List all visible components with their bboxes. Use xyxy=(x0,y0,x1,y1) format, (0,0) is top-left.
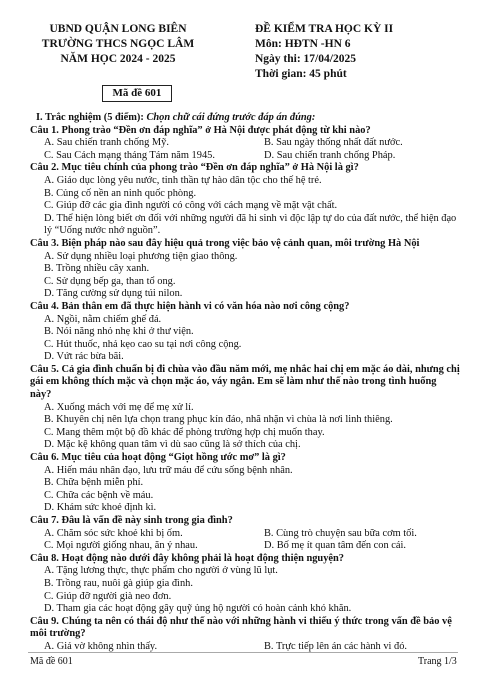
question-1 xyxy=(30,125,460,163)
answer-option: D. Thể hiện lòng biết ơn đối với những người đã hi sinh vì độc lập tự do của đất nước, thể hiện đạo lý “Uống nước nhớ nguồn”. xyxy=(44,212,457,237)
district-name: UBND QUẬN LONG BIÊN xyxy=(49,23,187,35)
question-text: Câu 7. Đâu là vấn đề này sinh trong gia đình? xyxy=(30,515,233,526)
option-row xyxy=(44,137,460,150)
option-row xyxy=(44,528,460,541)
answer-option: B. Cùng trò chuyện sau bữa cơm tối. xyxy=(264,527,417,539)
question-text: Câu 8. Hoạt động nào dưới đây không phải là hoạt động thiện nguyện? xyxy=(30,552,344,564)
question-8 xyxy=(30,553,460,616)
answer-option: A. Tặng lương thực, thực phẩm cho người ở vùng lũ lụt. xyxy=(44,565,278,577)
answer-option: A. Chăm sóc sức khoẻ khi bị ốm. xyxy=(44,527,183,539)
answer-option: C. Mang thêm một bộ đồ khác để phòng trường hợp chị muốn thay. xyxy=(44,426,325,438)
answer-option: B. Nói năng nhỏ nhẹ khi ở thư viện. xyxy=(44,326,194,338)
answer-option: B. Trồng nhiều cây xanh. xyxy=(44,263,150,275)
question-2 xyxy=(30,162,460,238)
question-text: Câu 5. Cả gia đình chuẩn bị đi chùa vào đầu năm mới, mẹ nhắc hai chị em mặc áo dài, nhưng chị gái em không thích mặc và chọn mặc áo, váy ngắn. Em sẽ làm như thế nào trong tình huống này? xyxy=(30,363,460,401)
school-name: TRƯỜNG THCS NGỌC LÂM xyxy=(41,38,195,50)
answer-option: D. Bố mẹ ít quan tâm đến con cái. xyxy=(264,540,406,552)
answer-option: B. Sau ngày thống nhất đất nước. xyxy=(264,137,403,149)
answer-option: C. Sau Cách mạng tháng Tám năm 1945. xyxy=(44,149,215,161)
footer-exam-code: Mã đề 601 xyxy=(30,656,73,667)
section-heading xyxy=(36,112,460,125)
answer-option: C. Giúp đỡ các gia đình người có công với cách mạng về mặt vật chất. xyxy=(44,200,338,212)
answer-option: C. Chữa các bệnh về máu. xyxy=(44,489,154,501)
answer-option: C. Mọi người giống nhau, ăn ý nhau. xyxy=(44,540,198,552)
exam-content xyxy=(30,112,460,654)
answer-option: A. Xuống mách với mẹ để mẹ xử lí. xyxy=(44,401,194,413)
answer-option: B. Trồng rau, nuôi gà giúp gia đình. xyxy=(44,577,193,589)
exam-title: ĐỀ KIỂM TRA HỌC KỲ II xyxy=(255,23,394,35)
question-list xyxy=(30,125,460,654)
option-row xyxy=(44,150,460,163)
answer-option: D. Khám sức khoẻ định kì. xyxy=(44,502,157,514)
answer-option: D. Mặc kệ không quan tâm vì dù sao cũng là sở thích của chị. xyxy=(44,439,301,451)
exam-subject: Môn: HĐTN -HN 6 xyxy=(255,38,351,50)
answer-option: B. Chữa bệnh miễn phí. xyxy=(44,477,144,489)
answer-option: A. Giả vờ không nhìn thấy. xyxy=(44,640,158,652)
exam-code-box: Mã đề 601 xyxy=(102,85,172,102)
answer-option: A. Hiến máu nhân đạo, lưu trữ máu để cứu sống bệnh nhân. xyxy=(44,464,293,476)
question-text: Câu 4. Bản thân em đã thực hiện hành vi có văn hóa nào nơi công cộng? xyxy=(30,300,350,312)
answer-option: C. Hút thuốc, nhả kẹo cao su tại nơi công cộng. xyxy=(44,338,242,350)
answer-option: D. Sau chiến tranh chống Pháp. xyxy=(264,149,396,161)
answer-option: C. Sử dụng bếp ga, than tổ ong. xyxy=(44,275,176,287)
answer-option: A. Sử dụng nhiều loại phương tiện giao thông. xyxy=(44,250,238,262)
answer-option: D. Vứt rác bừa bãi. xyxy=(44,351,124,363)
question-text: Câu 1. Phong trào “Đền ơn đáp nghĩa” ở Hà Nội được phát động từ khi nào? xyxy=(30,124,371,136)
option-row xyxy=(44,540,460,553)
exam-header xyxy=(255,22,455,82)
answer-option: B. Củng cố nền an ninh quốc phòng. xyxy=(44,187,197,199)
answer-option: A. Giáo dục lòng yêu nước, tinh thần tự hào dân tộc cho thế hệ trẻ. xyxy=(44,174,322,186)
question-text: Câu 9. Chúng ta nên có thái độ như thế nào với những hành vi thiếu ý thức trong vấn đề bảo vệ môi trường? xyxy=(30,615,452,640)
answer-option: C. Giúp đỡ người già neo đơn. xyxy=(44,590,172,602)
question-7 xyxy=(30,515,460,553)
question-4 xyxy=(30,301,460,364)
answer-option: D. Tham gia các hoạt động gây quỹ ủng hộ người có hoàn cảnh khó khăn. xyxy=(44,603,352,615)
footer-divider xyxy=(28,652,458,653)
question-6 xyxy=(30,452,460,515)
page-number: Trang 1/3 xyxy=(418,656,457,667)
school-header xyxy=(28,22,208,67)
answer-option: D. Tăng cường sử dụng túi nilon. xyxy=(44,288,183,300)
answer-option: B. Trực tiếp lên án các hành vi đó. xyxy=(264,640,407,652)
exam-date: Ngày thi: 17/04/2025 xyxy=(255,53,356,65)
question-text: Câu 6. Mục tiêu của hoạt động “Giọt hồng ước mơ” là gì? xyxy=(30,452,286,464)
section-title: I. Trắc nghiệm (5 điểm): xyxy=(36,112,144,123)
exam-duration: Thời gian: 45 phút xyxy=(255,68,347,80)
question-text: Câu 2. Mục tiêu chính của phong trào “Đền ơn đáp nghĩa” ở Hà Nội là gì? xyxy=(30,162,359,174)
question-9 xyxy=(30,616,460,654)
question-3 xyxy=(30,238,460,301)
school-year: NĂM HỌC 2024 - 2025 xyxy=(60,53,176,65)
question-text: Câu 3. Biện pháp nào sau đây hiệu quả trong việc bảo vệ cảnh quan, môi trường Hà Nội xyxy=(30,237,420,249)
question-5 xyxy=(30,364,460,452)
answer-option: B. Khuyên chị nên lựa chọn trang phục kín đáo, nhã nhặn vì chùa là nơi linh thiêng. xyxy=(44,414,393,426)
section-instruction: Chọn chữ cái đứng trước đáp án đúng: xyxy=(146,112,316,123)
answer-option: A. Sau chiến tranh chống Mỹ. xyxy=(44,137,169,149)
answer-option: A. Ngồi, nằm chiếm ghế đá. xyxy=(44,313,162,325)
